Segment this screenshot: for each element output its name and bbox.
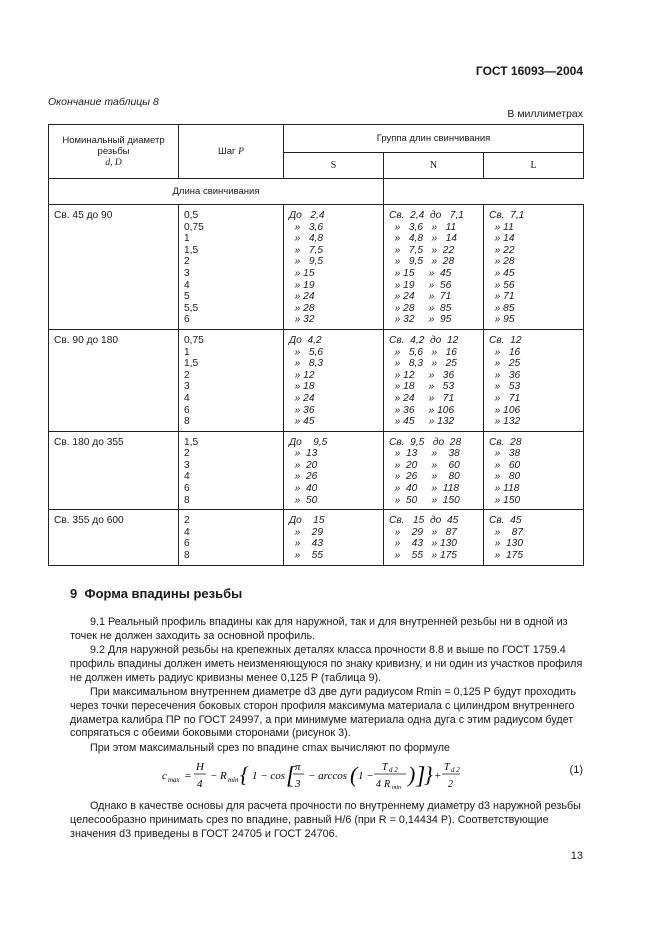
cell-line: 5 xyxy=(184,291,190,303)
svg-text:}: } xyxy=(424,762,433,787)
cell-line: 1 xyxy=(184,233,190,245)
svg-text:max: max xyxy=(168,776,180,784)
svg-text:[: [ xyxy=(286,763,296,789)
cell-line: 6 xyxy=(184,483,190,495)
cell-s xyxy=(284,431,384,510)
cell-line: » 55 » 175 xyxy=(389,550,457,562)
cell-line: » 71 xyxy=(489,291,515,303)
cell-line: » 24 xyxy=(289,392,315,404)
cell-line: » 12 xyxy=(289,369,315,381)
cell-line: » 150 xyxy=(489,494,521,506)
cell-line: Св. 4,2 до 12 xyxy=(389,334,459,346)
cell-line: » 85 xyxy=(489,302,515,314)
table-units: В миллиметрах xyxy=(507,108,583,120)
cell-line: » 24 » 71 xyxy=(389,392,455,404)
svg-text:R: R xyxy=(384,779,391,790)
section-heading: 9 Форма впадины резьбы xyxy=(70,586,243,601)
paragraph-9-2: 9.2 Для наружной резьбы на крепежных деталях класса прочности 8.8 и выше по ГОСТ 1759.4 профиль впадины должен иметь неизменяющуюся по знаку кривизну, и ни один из участков профиля не должен иметь радиус кривизны менее 0,125 P (таблица 9). xyxy=(70,644,583,684)
cell-line: Св. 12 xyxy=(489,334,522,346)
cell-line: » 9,5 » 28 xyxy=(389,256,455,268)
cell-line: 4 xyxy=(184,526,190,538)
cell-line: » 29 xyxy=(289,526,323,538)
cell-line: Св. 45 до 90 xyxy=(54,210,113,221)
cell-line: » 95 xyxy=(489,314,515,326)
cell-line: Св. 355 до 600 xyxy=(54,515,124,527)
cell-line: Св. 45 xyxy=(489,515,522,527)
svg-text:(: ( xyxy=(350,762,358,787)
cell-line: 2 xyxy=(184,448,190,460)
svg-text:3: 3 xyxy=(295,778,301,790)
cell-line: 1,5 xyxy=(184,358,199,370)
cell-line: » 45 » 132 xyxy=(389,416,455,428)
cell-line: » 40 » 118 xyxy=(389,483,460,495)
cell-line: » 26 » 80 xyxy=(389,471,460,483)
cell-line: 3 xyxy=(184,381,190,393)
cell-line: » 28 xyxy=(289,302,315,314)
svg-text:min: min xyxy=(392,785,401,791)
document-id: ГОСТ 16093—2004 xyxy=(475,64,583,78)
cell-line: » 55 xyxy=(289,550,323,562)
paragraph-3: При максимальном внутреннем диаметре d3 две дуги радиусом Rmin = 0,125 P будут проходить через точки пересечения боковых сторон профиля максимума материала с цилиндром внутреннего диаметра калибра ПР по ГОСТ 24997, а при минимуме материала одна дуга с этим радиусом будет сопрягаться с обеими боковыми сторонами (рисунок 3). xyxy=(70,686,576,740)
cell-line: Св. 180 до 355 xyxy=(54,436,124,448)
cell-line: » 19 xyxy=(289,279,315,291)
svg-text:): ) xyxy=(408,762,416,787)
cell-line: Св. 15 до 45 xyxy=(389,515,459,527)
cell-line: До 15 xyxy=(289,515,325,527)
cell-s xyxy=(284,510,384,565)
cell-pitch xyxy=(179,431,284,510)
svg-text:R: R xyxy=(220,770,227,782)
cell-line: » 36 » 106 xyxy=(389,404,455,416)
table-row xyxy=(49,510,584,565)
cell-line: » 50 » 150 xyxy=(389,494,460,506)
cell-line: 1,5 xyxy=(184,436,199,448)
diameter-column-header: Номинальный диаметр резьбы d, D xyxy=(49,125,179,179)
cell-line: » 38 xyxy=(489,448,521,460)
cell-line: » 32 xyxy=(289,314,315,326)
cell-s xyxy=(284,329,384,431)
cell-line: » 106 xyxy=(489,404,521,416)
svg-text:π: π xyxy=(295,761,301,773)
cell-line: 1,5 xyxy=(184,244,199,256)
cell-line: 6 xyxy=(184,314,190,326)
cell-line: » 14 xyxy=(489,233,515,245)
svg-text:min: min xyxy=(228,776,239,784)
svg-text:+: + xyxy=(434,770,442,782)
cell-line: 0,5 xyxy=(184,210,199,221)
cell-line: » 19 » 56 xyxy=(389,279,452,291)
cell-line: Св. 9,5 до 28 xyxy=(389,436,462,448)
cell-line: Св. 7,1 xyxy=(489,210,525,221)
cell-line: » 26 xyxy=(289,471,318,483)
cell-diameter xyxy=(49,510,179,565)
cell-line: » 20 xyxy=(289,459,318,471)
cell-line: » 118 xyxy=(489,483,520,495)
svg-text:]: ] xyxy=(416,763,426,789)
svg-text:1 −: 1 − xyxy=(358,770,374,782)
cell-line: 8 xyxy=(184,550,190,562)
cell-line: 5,5 xyxy=(184,302,199,314)
table-row xyxy=(49,205,584,330)
pitch-column-header: Шаг P xyxy=(179,125,284,179)
svg-text:d 2: d 2 xyxy=(389,766,398,774)
cell-line: 0,75 xyxy=(184,221,204,233)
cell-line: Св. 90 до 180 xyxy=(54,334,119,346)
cell-line: » 24 » 71 xyxy=(389,291,452,303)
cell-line: » 50 xyxy=(289,494,318,506)
svg-text:=: = xyxy=(184,770,192,782)
cell-line: » 25 xyxy=(489,358,521,370)
cell-line: » 53 xyxy=(489,381,521,393)
cell-line: » 15 xyxy=(289,267,315,279)
cell-line: 4 xyxy=(184,279,190,291)
cell-line: » 24 xyxy=(289,291,315,303)
cell-line: » 28 » 85 xyxy=(389,302,452,314)
cell-line: » 13 » 38 xyxy=(389,448,460,460)
group-s-header: S xyxy=(284,153,384,179)
cell-line: » 36 xyxy=(489,369,521,381)
cell-line: » 15 » 45 xyxy=(389,267,452,279)
paragraph-5: Однако в качестве основы для расчета прочности по внутреннему диаметру d3 наружной резьбы целесообразно принимать срез по впадине, равный H/6 (при R = 0,14434 P). Соответствующие значения d3 приведены в ГОСТ 24705 и ГОСТ 24706. xyxy=(70,800,581,840)
svg-text:{: { xyxy=(240,762,249,787)
cell-line: » 5,6 » 16 xyxy=(389,346,457,358)
cell-diameter xyxy=(49,431,179,510)
cell-line: 6 xyxy=(184,538,190,550)
cell-line: » 3,6 xyxy=(289,221,323,233)
cell-line: » 7,5 xyxy=(289,244,323,256)
cell-line: » 11 xyxy=(489,221,514,233)
svg-text:c: c xyxy=(162,770,167,782)
cell-line: Св. 28 xyxy=(489,436,522,448)
svg-text:d 2: d 2 xyxy=(451,766,460,774)
cell-line: » 13 xyxy=(289,448,318,460)
cell-line: » 4,8 » 14 xyxy=(389,233,457,245)
svg-text:− arccos: − arccos xyxy=(308,770,348,782)
cell-line: » 43 » 130 xyxy=(389,538,457,550)
cell-n xyxy=(384,329,484,431)
cell-l xyxy=(484,431,584,510)
cell-line: » 40 xyxy=(289,483,318,495)
svg-text:−: − xyxy=(210,770,218,782)
cell-line: » 20 » 60 xyxy=(389,459,460,471)
cell-line: » 16 xyxy=(489,346,521,358)
cell-line: 8 xyxy=(184,494,190,506)
svg-text:T: T xyxy=(382,762,388,773)
cell-line: » 29 » 87 xyxy=(389,526,457,538)
cell-line: » 22 xyxy=(489,244,515,256)
cell-line: 2 xyxy=(184,256,190,268)
cell-pitch xyxy=(179,205,284,330)
cell-diameter xyxy=(49,329,179,431)
cell-pitch xyxy=(179,510,284,565)
cell-line: » 130 xyxy=(489,538,523,550)
cell-line: » 60 xyxy=(489,459,521,471)
cell-line: 3 xyxy=(184,267,190,279)
cmax-formula xyxy=(162,758,462,794)
cell-line: » 8,3 » 25 xyxy=(389,358,457,370)
cell-diameter xyxy=(49,205,179,330)
cell-pitch xyxy=(179,329,284,431)
cell-line: » 18 xyxy=(289,381,315,393)
cell-line: » 56 xyxy=(489,279,515,291)
cell-line: 3 xyxy=(184,459,190,471)
cell-line: » 45 xyxy=(489,267,515,279)
group-n-header: N xyxy=(384,153,484,179)
cell-line: » 8,3 xyxy=(289,358,323,370)
cell-line: 4 xyxy=(184,471,190,483)
cell-line: До 2,4 xyxy=(289,210,325,221)
cell-line: » 32 » 95 xyxy=(389,314,452,326)
cell-line: 8 xyxy=(184,416,190,428)
cell-line: » 45 xyxy=(289,416,315,428)
cell-line: » 12 » 36 xyxy=(389,369,455,381)
group-l-header: L xyxy=(484,153,584,179)
table-continuation-label: Окончание таблицы 8 xyxy=(48,96,159,108)
cell-line: » 43 xyxy=(289,538,323,550)
svg-text:H: H xyxy=(196,761,204,773)
cell-l xyxy=(484,329,584,431)
cell-line: 1 xyxy=(184,346,190,358)
page-number: 13 xyxy=(570,850,583,862)
cell-l xyxy=(484,205,584,330)
cell-line: » 36 xyxy=(289,404,315,416)
cell-line: » 87 xyxy=(489,526,523,538)
cell-line: 2 xyxy=(184,369,190,381)
cell-line: » 71 xyxy=(489,392,521,404)
cell-line: До 4,2 xyxy=(289,334,322,346)
cell-s xyxy=(284,205,384,330)
cell-line: 4 xyxy=(184,392,190,404)
cell-l xyxy=(484,510,584,565)
cell-line: » 7,5 » 22 xyxy=(389,244,455,256)
cell-n xyxy=(384,510,484,565)
group-header: Группа длин свинчивания xyxy=(284,125,584,153)
cell-line: 0,75 xyxy=(184,334,204,346)
table-row xyxy=(49,329,584,431)
table-row xyxy=(49,431,584,510)
thread-length-table xyxy=(48,124,584,566)
paragraph-9-1: 9.1 Реальный профиль впадины как для наружной, так и для внутренней резьбы ни в одной из точек не должен заходить за основной профиль. xyxy=(70,616,568,642)
cell-line: Св. 2,4 до 7,1 xyxy=(389,210,464,221)
svg-text:4: 4 xyxy=(197,778,203,790)
cell-line: » 5,6 xyxy=(289,346,323,358)
cell-line: До 9,5 xyxy=(289,436,328,448)
svg-text:1 − cos: 1 − cos xyxy=(252,770,286,782)
cell-line: 2 xyxy=(184,515,190,527)
cell-line: » 4,8 xyxy=(289,233,323,245)
cell-n xyxy=(384,431,484,510)
formula-number: (1) xyxy=(569,764,583,776)
length-header: Длина свинчивания xyxy=(49,179,384,205)
cell-line: » 28 xyxy=(489,256,515,268)
cell-line: » 3,6 » 11 xyxy=(389,221,457,233)
cell-n xyxy=(384,205,484,330)
cell-line: » 18 » 53 xyxy=(389,381,455,393)
paragraph-4: При этом максимальный срез по впадине cmax вычисляют по формуле xyxy=(90,742,451,754)
cell-line: » 132 xyxy=(489,416,521,428)
cell-line: » 9,5 xyxy=(289,256,323,268)
svg-text:T: T xyxy=(444,762,450,773)
svg-text:2: 2 xyxy=(448,779,453,790)
cell-line: 6 xyxy=(184,404,190,416)
cell-line: » 175 xyxy=(489,550,523,562)
svg-text:4: 4 xyxy=(376,779,381,790)
cell-line: » 80 xyxy=(489,471,521,483)
